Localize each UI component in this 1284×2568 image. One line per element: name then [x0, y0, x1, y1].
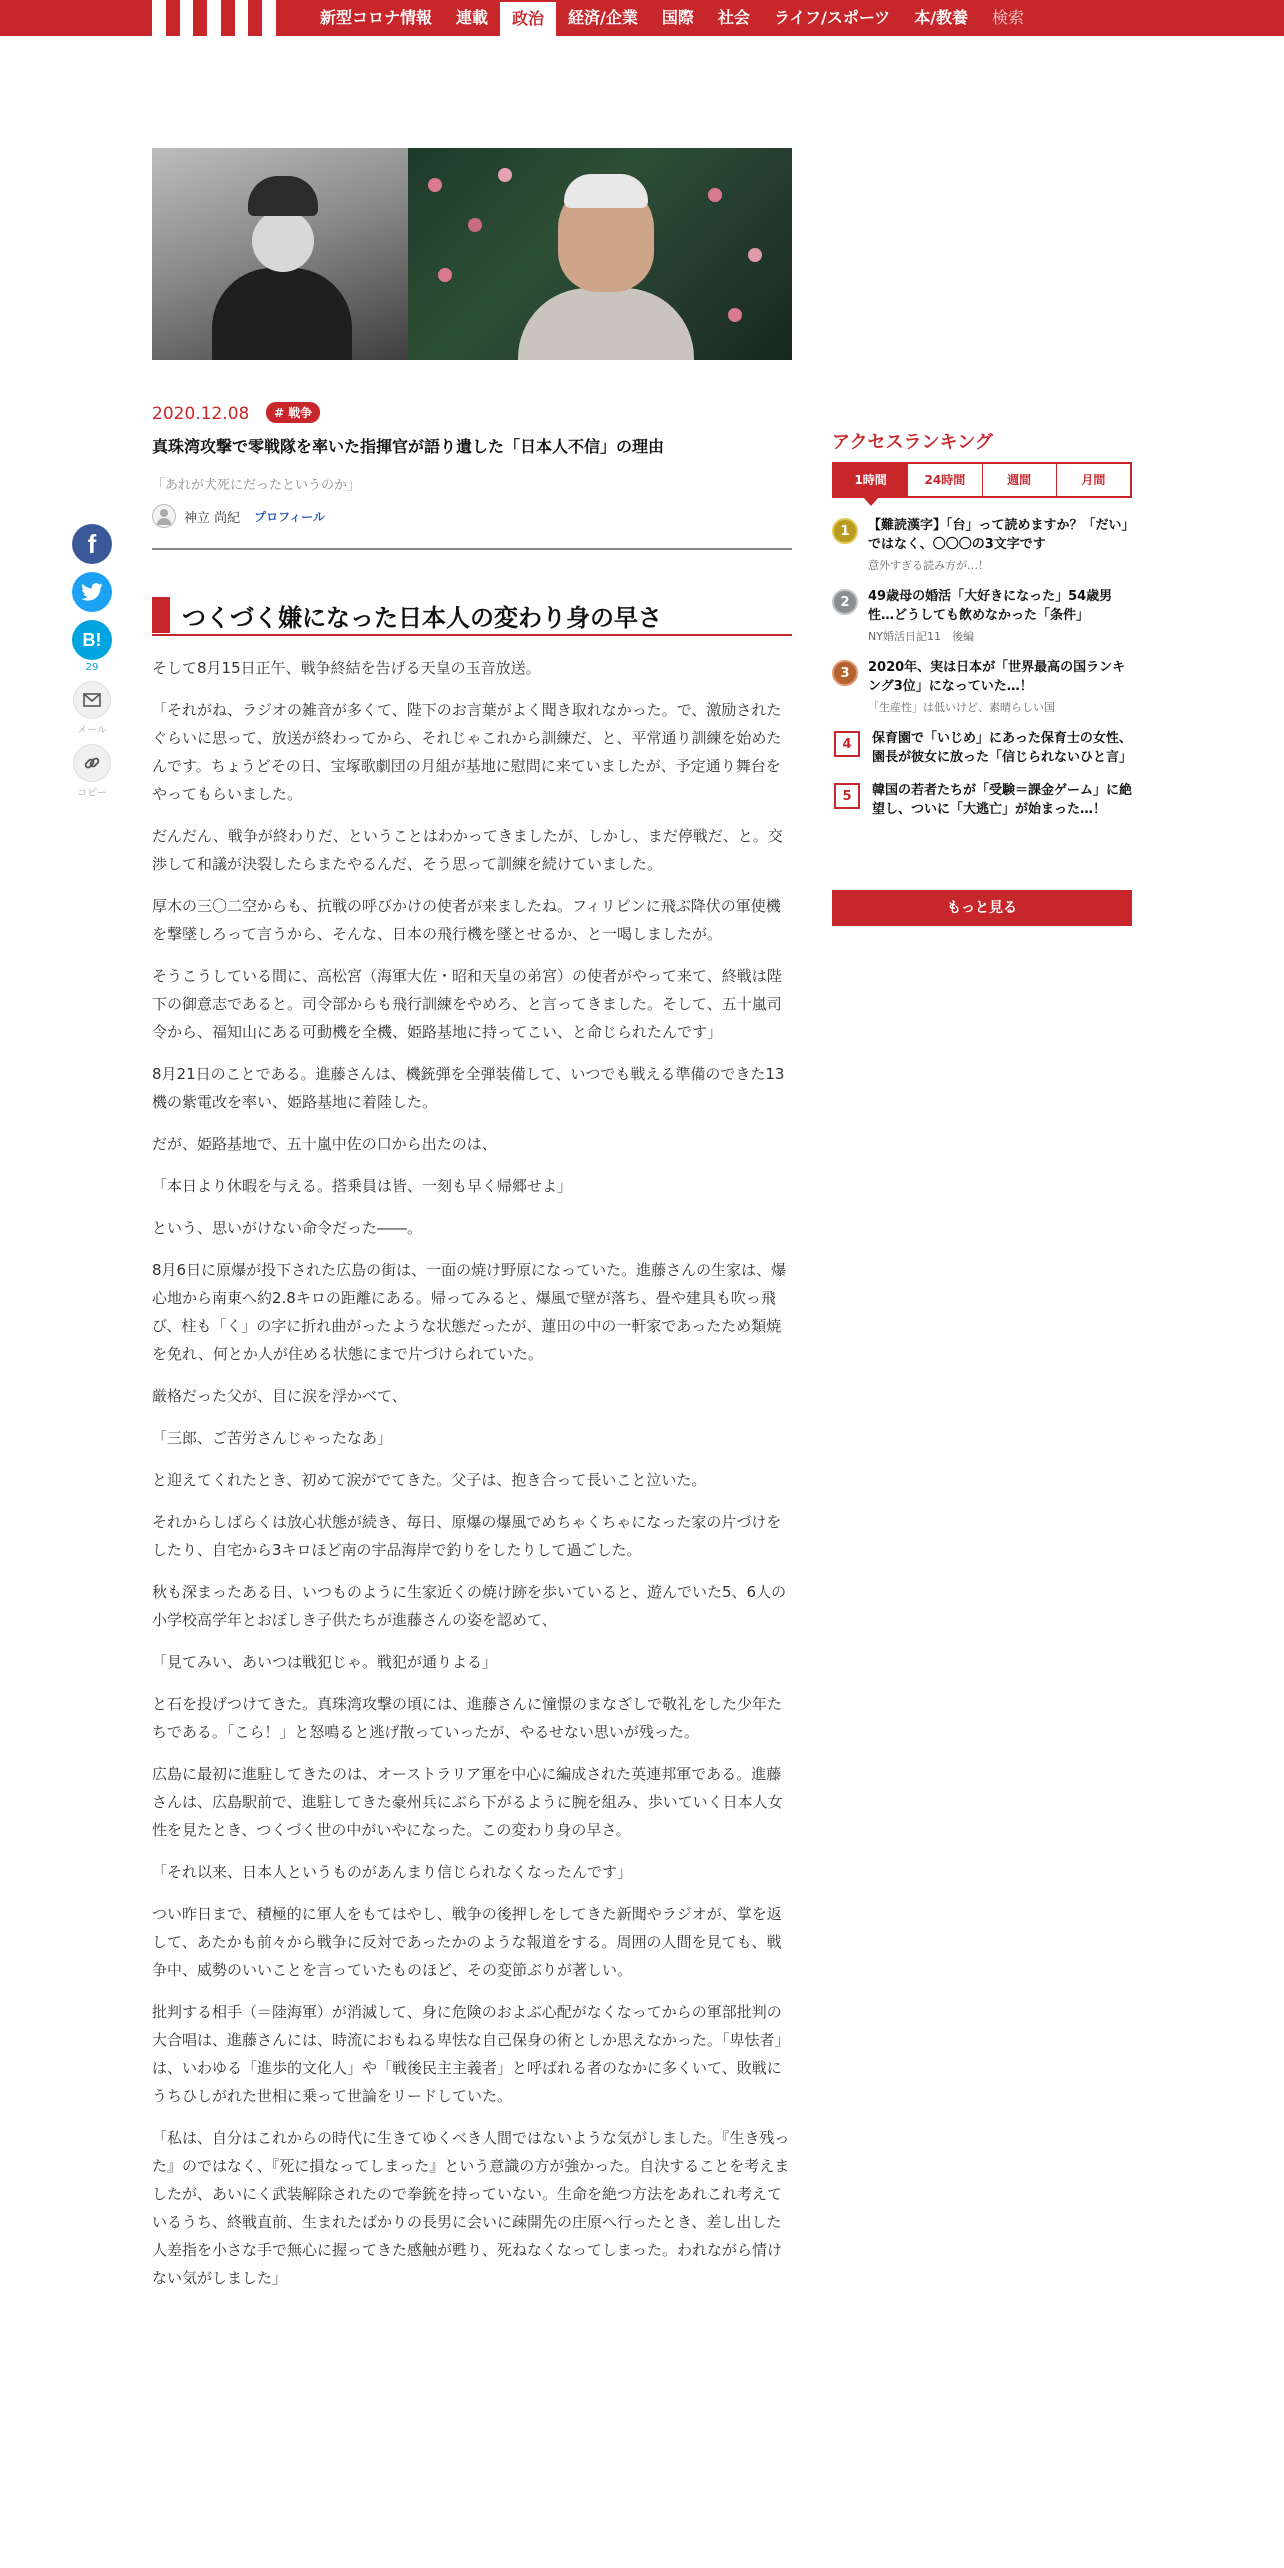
- rank-badge: 3: [832, 660, 858, 686]
- ranking-list: [832, 516, 1132, 833]
- tab-monthly[interactable]: 月間: [1056, 464, 1130, 496]
- ranking-item-title[interactable]: 【難読漢字】「台」って読めますか？「だい」ではなく、〇〇〇の3文字です: [868, 518, 1129, 552]
- tab-1hour[interactable]: 1時間: [834, 464, 907, 496]
- share-buttons: [70, 524, 114, 807]
- article-tag[interactable]: # 戦争: [266, 402, 320, 423]
- twitter-share[interactable]: [70, 572, 114, 612]
- body-paragraph: つい昨日まで、積極的に軍人をもてはやし、戦争の後押しをしてきた新聞やラジオが、掌を返して、あたかも前々から戦争に反対であったかのような報道をする。周囲の人間を見ても、戦争中、威勢のいいことを言っていたものほど、その変節ぶりが著しい。: [152, 1905, 782, 1979]
- section-heading-bar: [152, 597, 170, 633]
- main-nav: [308, 0, 1036, 36]
- nav-item-international[interactable]: 国際: [661, 8, 694, 27]
- article-date: 2020.12.08: [152, 404, 250, 424]
- body-paragraph: 「三郎、ご苦労さんじゃったなあ」: [152, 1429, 393, 1447]
- nav-item-covid[interactable]: 新型コロナ情報: [320, 8, 433, 27]
- body-paragraph: そして8月15日正午、戦争終結を告げる天皇の玉音放送。: [152, 659, 541, 677]
- nav-item-life-sports[interactable]: ライフ/スポーツ: [773, 8, 891, 27]
- nav-item-politics[interactable]: 政治: [500, 2, 556, 36]
- body-paragraph: 批判する相手（＝陸海軍）が消滅して、身に危険のおよぶ心配がなくなってからの軍部批判の大合唱は、進藤さんには、時流におもねる卑怯な自己保身の術としか思えなかった。「卑怯者」は、いわゆる「進歩的文化人」や「戦後民主主義者」と呼ばれる者のなかに多くいて、敗戦にうちひしがれた世相に乗って世論をリードしていた。: [152, 2003, 790, 2105]
- body-paragraph: 「私は、自分はこれからの時代に生きてゆくべき人間ではないような気がしました。『生き残った』のではなく、『死に損なってしまった』という意識の方が強かった。自決することを考えましたが、あいにく武装解除されたので拳銃を持っていない。生命を絶つ方法をあれこれ考えているうち、終戦直前、生まれたばかりの長男に会いに疎開先の庄原へ行ったとき、差し出した人差指を小さな手で無心に握ってきた感触が甦り、死ねなくなってしまった。われながら情けない気がしました」: [152, 2129, 790, 2287]
- body-paragraph: 厳格だった父が、目に涙を浮かべて、: [152, 1387, 407, 1405]
- nav-item-series[interactable]: 連載: [456, 8, 489, 27]
- site-logo[interactable]: [152, 0, 290, 36]
- ranking-more-button[interactable]: もっと見る: [832, 890, 1132, 926]
- body-paragraph: 広島に最初に進駐してきたのは、オーストラリア軍を中心に編成された英連邦軍である。進藤さんは、広島駅前で、進駐してきた豪州兵にぶら下がるように腕を組み、歩いていく日本人女性を見たとき、つくづく世の中がいやになった。この変わり身の早さ。: [152, 1765, 783, 1839]
- ranking-item-sub: 「生産性」は低いけど、素晴らしい国: [868, 701, 1055, 714]
- section-heading: [152, 596, 792, 636]
- article-body: [152, 654, 792, 2306]
- link-icon[interactable]: [73, 744, 111, 782]
- ranking-item[interactable]: [832, 781, 1132, 819]
- body-paragraph: という、思いがけない命令だった――。: [152, 1219, 423, 1237]
- ranking-item-title[interactable]: 保育園で「いじめ」にあった保育士の女性、園長が彼女に放った「信じられないひと言」: [872, 731, 1133, 765]
- ranking-item-title[interactable]: 韓国の若者たちが「受験＝課金ゲーム」に絶望し、ついに「大逃亡」が始まった…！: [872, 783, 1133, 817]
- body-paragraph: だが、姫路基地で、五十嵐中佐の口から出たのは、: [152, 1135, 497, 1153]
- mail-share[interactable]: [70, 681, 114, 736]
- nav-item-society[interactable]: 社会: [717, 8, 750, 27]
- facebook-icon[interactable]: f: [72, 524, 112, 564]
- body-paragraph: それからしばらくは放心状態が続き、毎日、原爆の爆風でめちゃくちゃになった家の片づけをしたり、自宅から3キロほど南の宇品海岸で釣りをしたりして過ごした。: [152, 1513, 782, 1559]
- body-paragraph: と迎えてくれたとき、初めて涙がでてきた。父子は、抱き合って長いこと泣いた。: [152, 1471, 707, 1489]
- ranking-item-sub: 意外すぎる読み方が…！: [868, 559, 989, 572]
- top-nav-bar: [0, 0, 1284, 36]
- header-divider: [152, 548, 792, 550]
- nav-item-economy[interactable]: 経済/企業: [568, 8, 638, 27]
- body-paragraph: 「見てみい、あいつは戦犯じゃ。戦犯が通りよる」: [152, 1653, 498, 1671]
- ranking-item[interactable]: [832, 729, 1132, 767]
- ranking-item[interactable]: [832, 516, 1132, 573]
- section-heading-text: つくづく嫌になった日本人の変わり身の早さ: [182, 603, 662, 632]
- mail-label: メール: [77, 725, 107, 736]
- body-paragraph: 「それ以来、日本人というものがあんまり信じられなくなったんです」: [152, 1863, 633, 1881]
- tab-weekly[interactable]: 週間: [982, 464, 1056, 496]
- ranking-item-title[interactable]: 2020年、実は日本が「世界最高の国ランキング3位」になっていた…！: [868, 660, 1126, 694]
- ranking-title: アクセスランキング: [832, 432, 993, 453]
- copy-label: コピー: [77, 788, 107, 799]
- rank-badge: 1: [832, 518, 858, 544]
- profile-link[interactable]: プロフィール: [254, 509, 325, 524]
- mail-icon[interactable]: [73, 681, 111, 719]
- ranking-tabs: [832, 462, 1132, 498]
- hero-photo-elderly-man: [408, 148, 792, 360]
- body-paragraph: そうこうしている間に、高松宮（海軍大佐・昭和天皇の弟宮）の使者がやって来て、終戦は陛下の御意志であると。司令部からも飛行訓練をやめろ、と言ってきました。そして、五十嵐司令から、福知山にある可動機を全機、姫路基地に持ってこい、と命じられたんです」: [152, 967, 782, 1041]
- twitter-icon[interactable]: [72, 572, 112, 612]
- ranking-item[interactable]: [832, 587, 1132, 644]
- hatena-count: 29: [85, 662, 99, 673]
- article-title: 真珠湾攻撃で零戦隊を率いた指揮官が語り遺した「日本人不信」の理由: [152, 437, 665, 456]
- body-paragraph: 秋も深まったある日、いつものように生家近くの焼け跡を歩いていると、遊んでいた5、6人の小学校高学年とおぼしき子供たちが進藤さんの姿を認めて、: [152, 1583, 787, 1629]
- hatena-share[interactable]: [70, 620, 114, 673]
- body-paragraph: 8月21日のことである。進藤さんは、機銃弾を全弾装備して、いつでも戦える準備のできた13機の紫電改を率い、姫路基地に着陸した。: [152, 1065, 785, 1111]
- rank-badge: 2: [832, 589, 858, 615]
- body-paragraph: 「本日より休暇を与える。搭乗員は皆、一刻も早く帰郷せよ」: [152, 1177, 573, 1195]
- nav-search-link[interactable]: 検索: [992, 8, 1025, 27]
- avatar-icon: [152, 504, 176, 528]
- article-subtitle: 「あれが犬死にだったというのか」: [152, 478, 361, 493]
- hatena-bookmark-icon[interactable]: B!: [72, 620, 112, 660]
- hero-photo-officer: [152, 148, 408, 360]
- ranking-item-sub: NY婚活日記11 後編: [868, 630, 974, 643]
- author-name[interactable]: 神立 尚紀: [184, 510, 241, 526]
- copy-share[interactable]: [70, 744, 114, 799]
- body-paragraph: だんだん、戦争が終わりだ、ということはわかってきましたが、しかし、まだ停戦だ、と。交渉して和議が決裂したらまたやるんだ、そう思って訓練を続けていました。: [152, 827, 783, 873]
- author-line: [152, 504, 325, 528]
- rank-badge: 4: [834, 731, 860, 757]
- facebook-share[interactable]: [70, 524, 114, 564]
- body-paragraph: 厚木の三〇二空からも、抗戦の呼びかけの使者が来ましたね。フィリピンに飛ぶ降伏の軍使機を撃墜しろって言うから、そんな、日本の飛行機を墜とせるか、と一喝しましたが。: [152, 897, 781, 943]
- nav-item-books[interactable]: 本/教養: [914, 8, 969, 27]
- body-paragraph: と石を投げつけてきた。真珠湾攻撃の頃には、進藤さんに憧憬のまなざしで敬礼をした少年たちである。「こら！」と怒鳴ると逃げ散っていったが、やるせない思いが残った。: [152, 1695, 783, 1741]
- article-hero-image: [152, 148, 792, 360]
- body-paragraph: 「それがね、ラジオの雑音が多くて、陛下のお言葉がよく聞き取れなかった。で、激励されたぐらいに思って、放送が終わってから、それじゃこれから訓練だ、と、平常通り訓練を始めたんです。ちょうどその日、宝塚歌劇団の月組が基地に慰問に来ていましたが、予定通り舞台をやってもらいました。: [152, 701, 782, 803]
- ranking-item-title[interactable]: 49歳母の婚活「大好きになった」54歳男性…どうしても飲めなかった「条件」: [868, 589, 1113, 623]
- body-paragraph: 8月6日に原爆が投下された広島の街は、一面の焼け野原になっていた。進藤さんの生家は、爆心地から南東へ約2.8キロの距離にある。帰ってみると、爆風で壁が落ち、畳や建具も吹っ飛び、柱も「く」の字に折れ曲がったような状態だったが、蓮田の中の一軒家であったため類焼を免れ、何とか人が住める状態にまで片づけられていた。: [152, 1261, 787, 1363]
- ranking-item[interactable]: [832, 658, 1132, 715]
- tab-24hours[interactable]: 24時間: [907, 464, 981, 496]
- rank-badge: 5: [834, 783, 860, 809]
